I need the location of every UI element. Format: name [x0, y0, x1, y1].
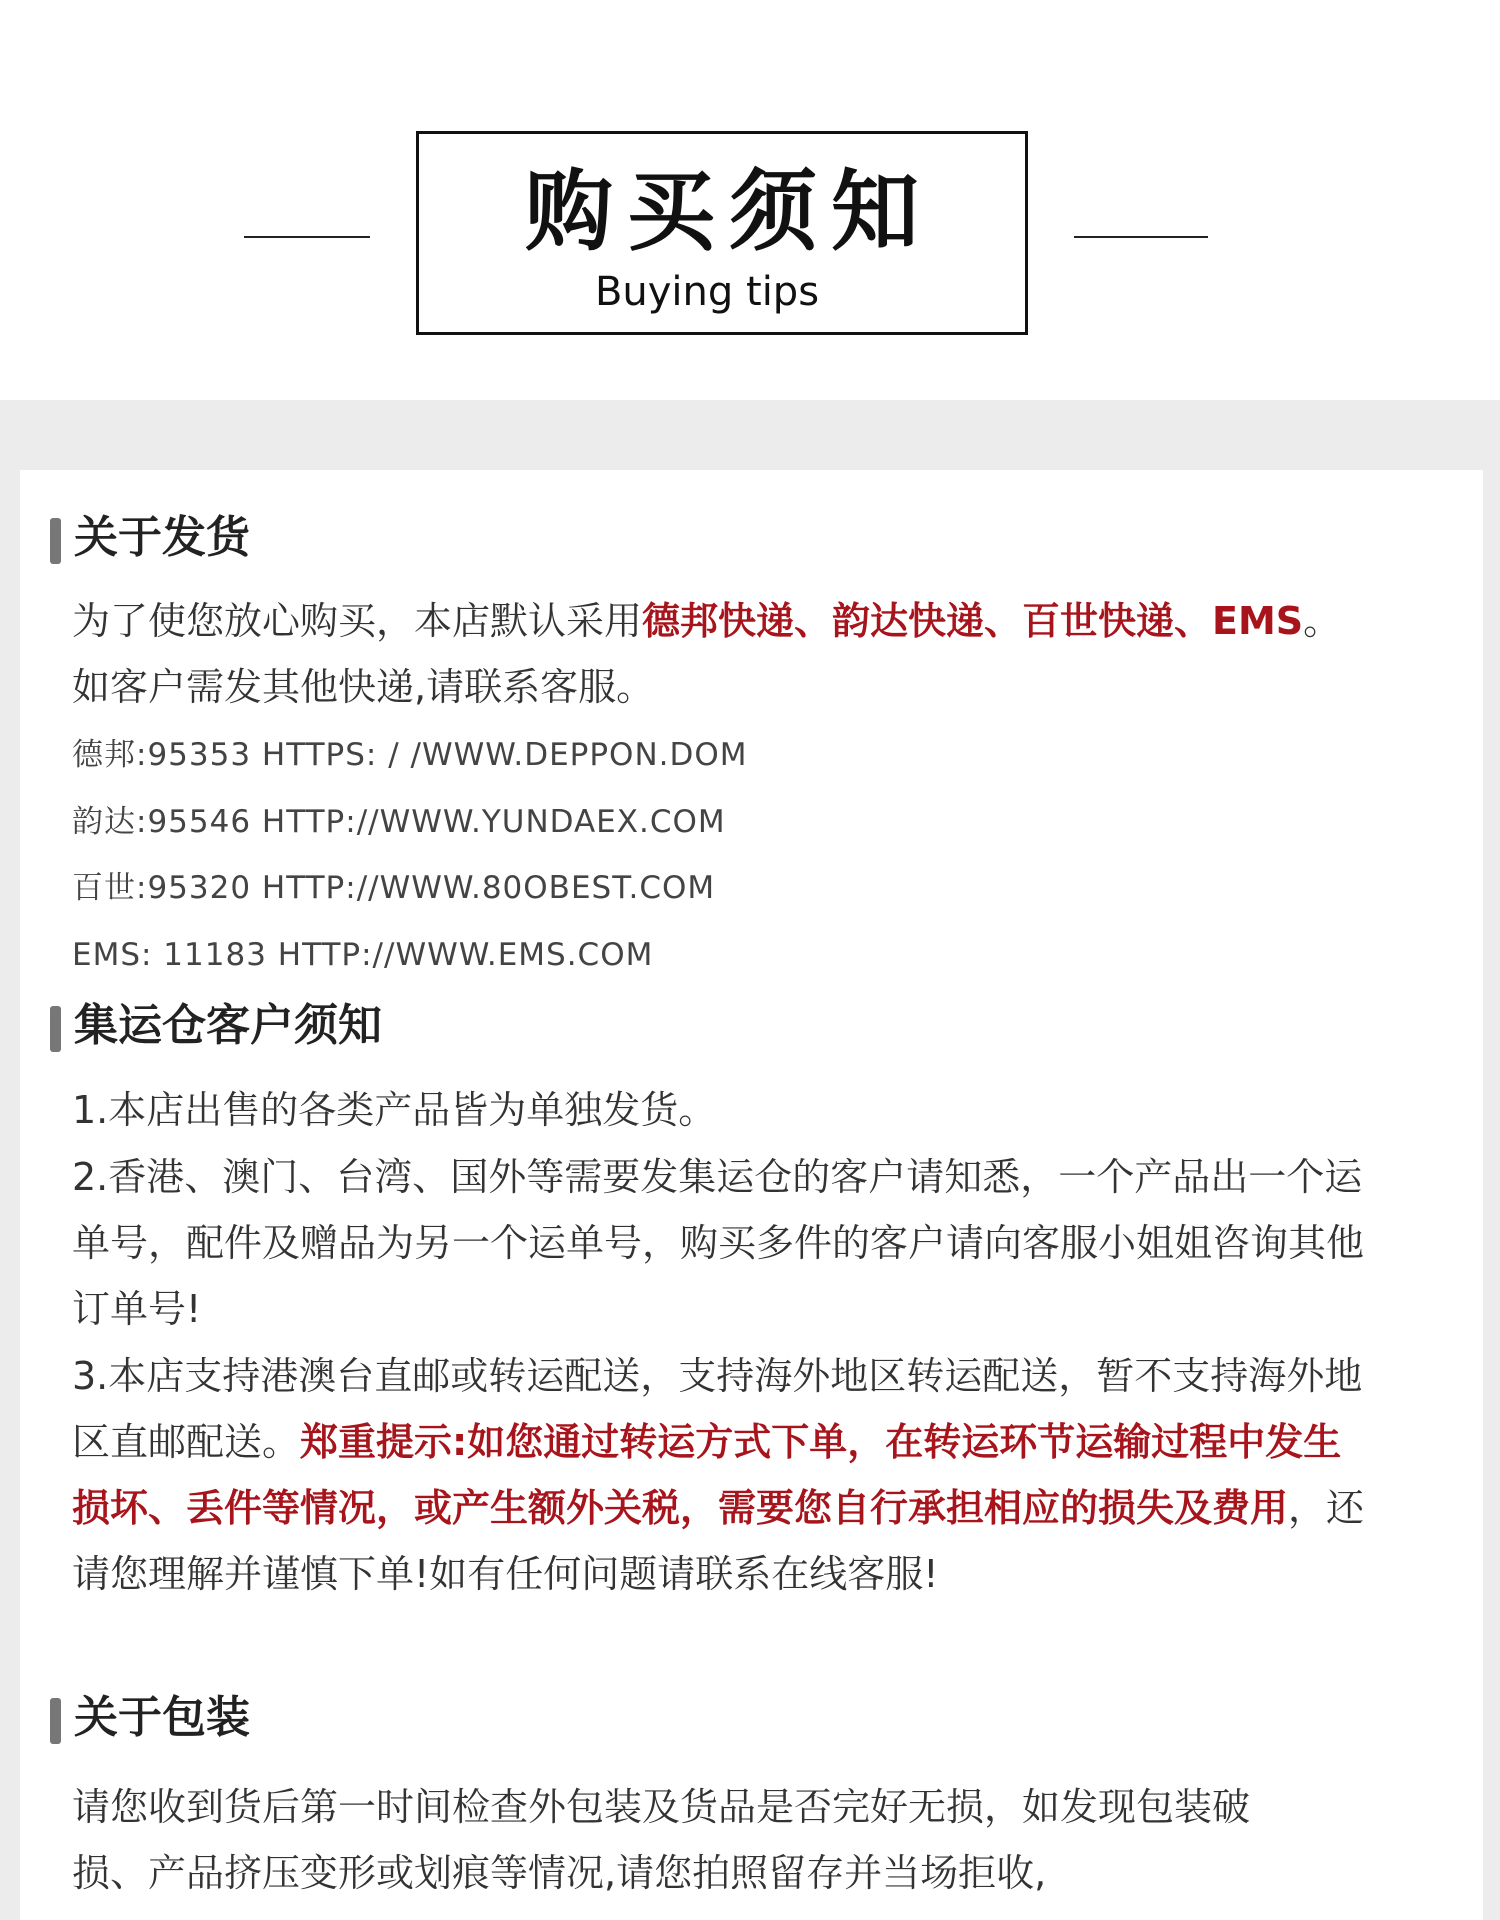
consolidation-item-3: 3.本店支持港澳台直邮或转运配送，支持海外地区转运配送，暂不支持海外地区直邮配送。郑重提示:如您通过转运方式下单，在转运环节运输过程中发生损坏、丢件等情况，或产生额外关税，需要您自行承担相应的损失及费用，还请您理解并谨慎下单!如有任何问题请联系在线客服! — [72, 1354, 1365, 1596]
section-marker — [50, 1006, 61, 1052]
section-marker — [50, 518, 61, 564]
consolidation-item-2: 2.香港、澳门、台湾、国外等需要发集运仓的客户请知悉，一个产品出一个运单号，配件及赠品为另一个运单号，购买多件的客户请向客服小姐姐咨询其他订单号! — [72, 1155, 1365, 1331]
content-card — [20, 470, 1483, 1920]
page-title: 购买须知 — [524, 160, 933, 263]
section-title-consolidation: 集运仓客户须知 — [50, 998, 382, 1054]
section-title-packaging: 关于包装 — [50, 1690, 250, 1746]
section-title-shipping: 关于发货 — [50, 510, 250, 566]
consolidation-item-1: 1.本店出售的各类产品皆为单独发货。 — [72, 1088, 717, 1132]
decorative-line-right — [1074, 236, 1208, 238]
page-subtitle: Buying tips — [594, 269, 820, 315]
packaging-paragraph: 请您收到货后第一时间检查外包装及货品是否完好无损，如发现包装破损、产品挤压变形或划痕等情况,请您拍照留存并当场拒收, — [72, 1785, 1251, 1895]
contact-ems: EMS: 11183 HTTP://WWW.EMS.COM — [72, 937, 654, 973]
contact-best: 百世:95320 HTTP://WWW.80OBEST.COM — [72, 870, 716, 906]
contact-deppon: 德邦:95353 HTTPS: / /WWW.DEPPON.DOM — [72, 737, 748, 773]
header — [0, 0, 1500, 400]
warning-text: 郑重提示:如您通过转运方式下单，在转运环节运输过程中发生损坏、丢件等情况，或产生额外关税，需要您自行承担相应的损失及费用 — [72, 1420, 1342, 1530]
carrier-list: 德邦快递、韵达快递、百世快递、EMS — [642, 599, 1304, 643]
title-box — [416, 131, 1028, 335]
contact-yunda: 韵达:95546 HTTP://WWW.YUNDAEX.COM — [72, 804, 726, 840]
decorative-line-left — [244, 236, 370, 238]
section-marker — [50, 1698, 61, 1744]
shipping-paragraph: 为了使您放心购买，本店默认采用德邦快递、韵达快递、百世快递、EMS。如客户需发其他快递,请联系客服。 — [72, 599, 1342, 709]
